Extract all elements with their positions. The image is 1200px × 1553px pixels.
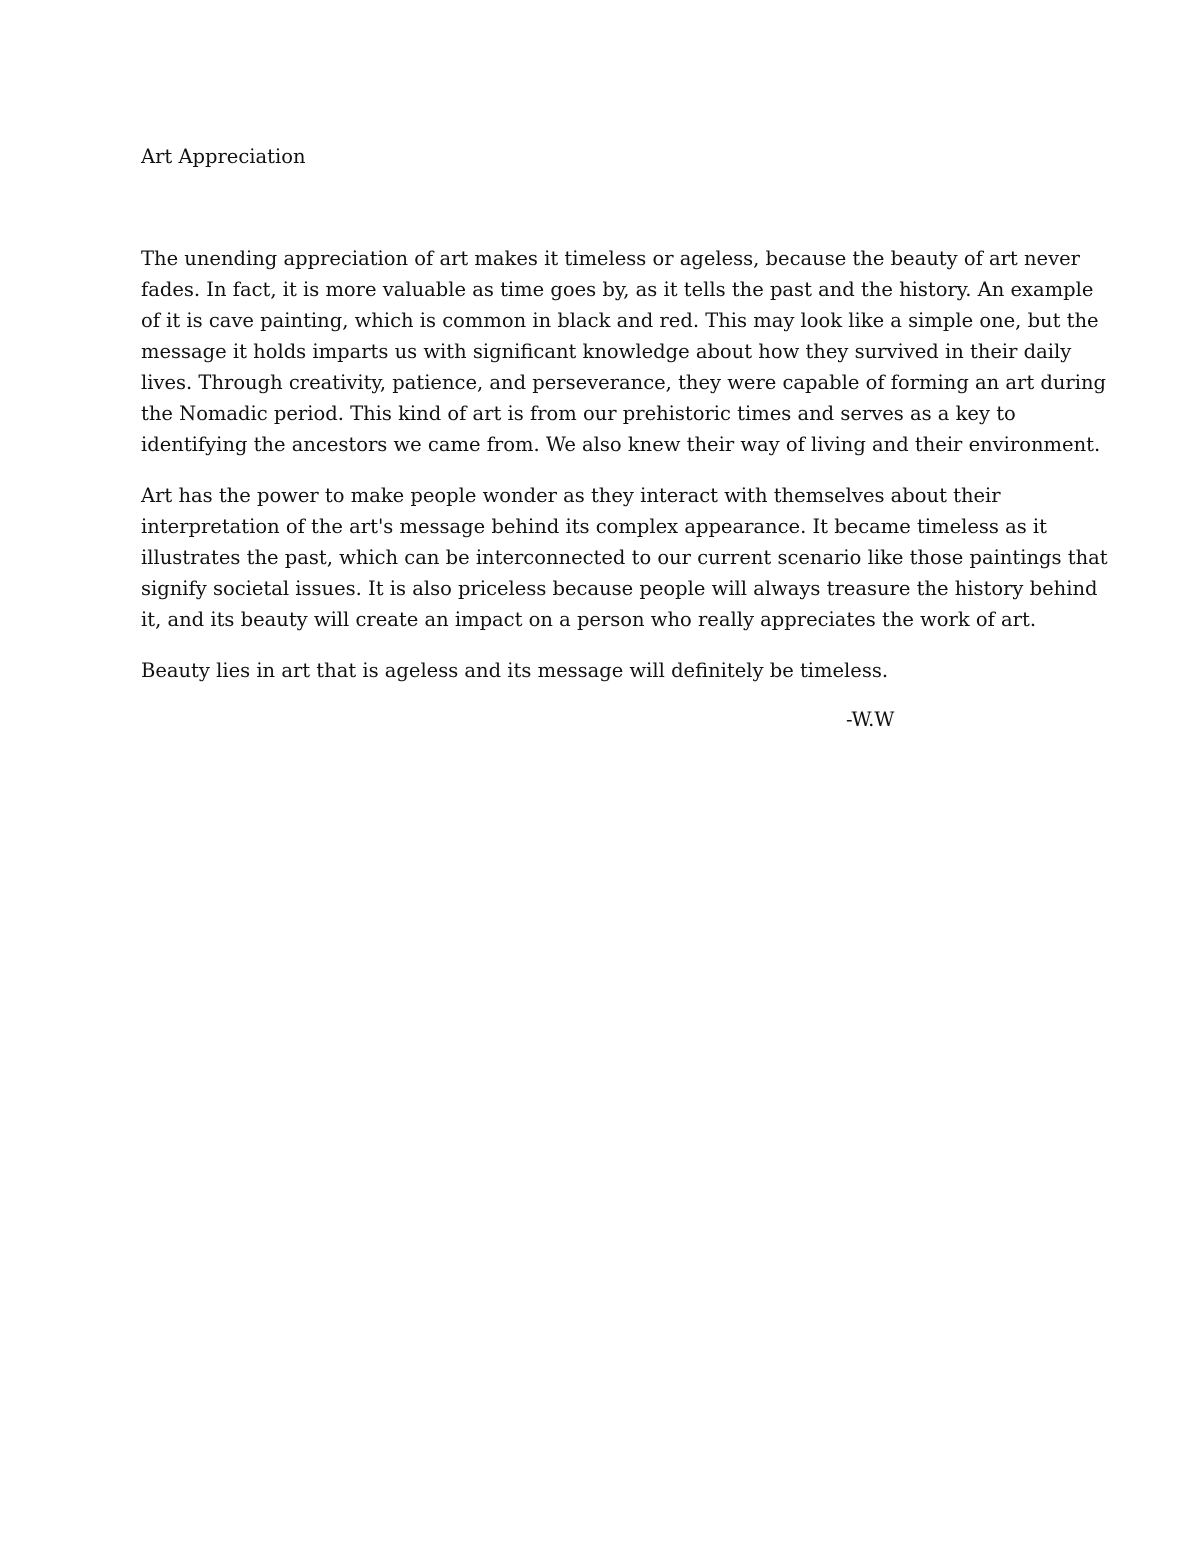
text-line: the Nomadic period. This kind of art is from our prehistoric times and serves as a key to — [141, 402, 1016, 425]
text-line: signify societal issues. It is also priceless because people will always treasure the history behind — [141, 577, 1098, 600]
text-line: Beauty lies in art that is ageless and its message will definitely be timeless. — [141, 659, 889, 682]
text-line: fades. In fact, it is more valuable as time goes by, as it tells the past and the history. An example — [141, 278, 1094, 301]
text-line: message it holds imparts us with significant knowledge about how they survived in their daily — [141, 340, 1072, 363]
text-line: interpretation of the art's message behind its complex appearance. It became timeless as it — [141, 515, 1047, 538]
text-line: identifying the ancestors we came from. We also knew their way of living and their environment. — [141, 433, 1101, 456]
document-title: Art Appreciation — [141, 145, 306, 168]
text-line: Art has the power to make people wonder as they interact with themselves about their — [141, 484, 1001, 507]
document-body — [141, 243, 1108, 706]
paragraph-3 — [141, 655, 1071, 686]
text-line: it, and its beauty will create an impact on a person who really appreciates the work of art. — [141, 608, 1037, 631]
text-line: of it is cave painting, which is common in black and red. This may look like a simple one, but the — [141, 309, 1099, 332]
text-line: The unending appreciation of art makes it timeless or ageless, because the beauty of art never — [141, 247, 1080, 270]
text-line: lives. Through creativity, patience, and perseverance, they were capable of forming an art during — [141, 371, 1107, 394]
paragraph-2 — [141, 480, 1108, 635]
text-line: illustrates the past, which can be interconnected to our current scenario like those paintings that — [141, 546, 1108, 569]
signature: -W.W — [846, 708, 895, 731]
paragraph-1 — [141, 243, 1107, 460]
